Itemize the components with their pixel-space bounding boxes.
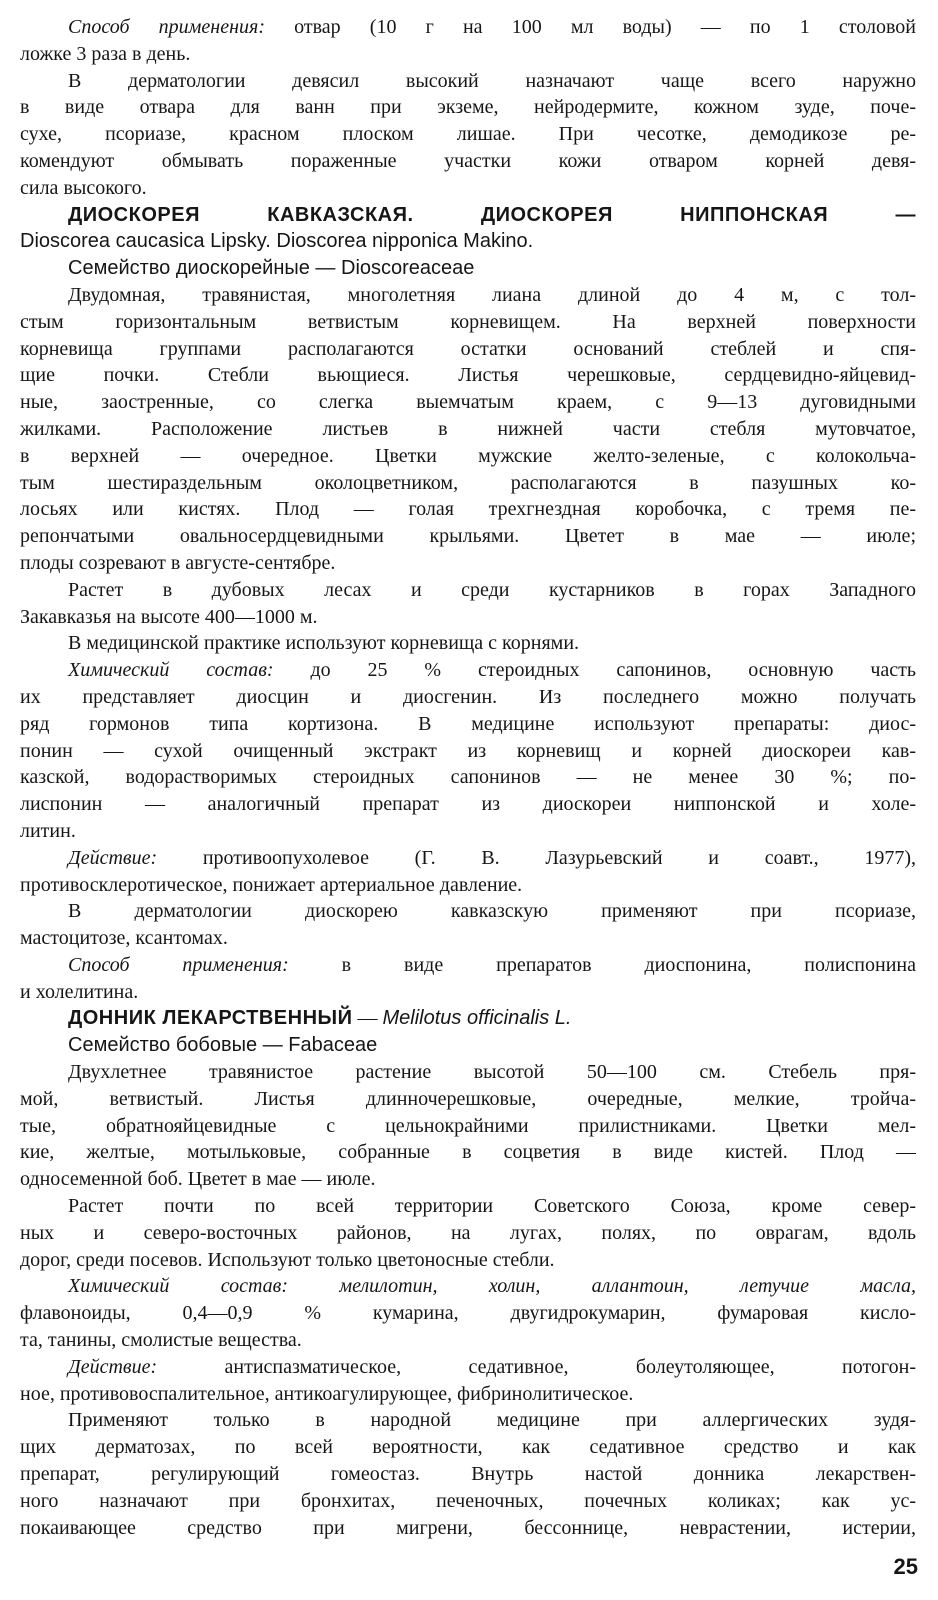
text-segment: жилками. Расположение листьев в нижней части стебля мутовчатое, (20, 417, 916, 440)
text-line (20, 1515, 916, 1542)
text-line (20, 764, 916, 791)
text-segment: препарат, регулирующий гомеостаз. Внутрь настой донника лекарствен- (20, 1463, 916, 1486)
text-line (20, 630, 916, 657)
text-segment: щие почки. Стебли вьющиеся. Листья черешковые, сердцевидно-яйцевид- (20, 364, 916, 387)
text-line (20, 121, 916, 148)
text-segment: Dioscorea caucasica Lipsky. Dioscorea nipponica Makino. (20, 230, 534, 253)
text-segment: противоопухолевое (Г. В. Лазурьевский и соавт., 1977), (157, 846, 916, 869)
text-line (20, 416, 916, 443)
text-line (20, 711, 916, 738)
text-line (20, 872, 916, 899)
text-segment: Растет почти по всей территории Советского Союза, кроме север- (68, 1195, 916, 1218)
text-segment: комендуют обмывать пораженные участки кожи отваром корней девя- (20, 149, 916, 172)
text-line (20, 845, 916, 872)
text-line (20, 523, 916, 550)
text-segment: в верхней — очередное. Цветки мужские желто-зеленые, с колокольча- (20, 444, 916, 467)
text-line (20, 202, 916, 229)
text-segment: плоды созревают в августе-сентябре. (20, 551, 336, 574)
text-segment: ряд гормонов типа кортизона. В медицине используют препараты: диос- (20, 712, 916, 735)
text-line (20, 94, 916, 121)
text-line (20, 1247, 916, 1274)
text-segment: ные, заостренные, со слегка выемчатым краем, с 9—13 дуговидными (20, 391, 916, 414)
text-segment: корневища группами располагаются остатки оснований стеблей и спя- (20, 337, 916, 360)
text-line (20, 148, 916, 175)
text-segment: ного назначают при бронхитах, печеночных, почечных коликах; как ус- (20, 1489, 916, 1512)
text-line (20, 1193, 916, 1220)
text-segment: ДОННИК ЛЕКАРСТВЕННЫЙ (68, 1007, 353, 1030)
text-line (20, 791, 916, 818)
text-segment: мастоцитозе, ксантомах. (20, 927, 228, 950)
text-line (20, 14, 916, 41)
text-line (20, 1354, 916, 1381)
text-line (20, 818, 916, 845)
text-line (20, 41, 916, 68)
text-line (20, 1434, 916, 1461)
text-segment: ложке 3 раза в день. (20, 42, 191, 65)
text-line (20, 1113, 916, 1140)
page-text (20, 14, 916, 1541)
text-segment: Dioscoreaceae (341, 257, 475, 280)
text-line (20, 175, 916, 202)
text-line (20, 282, 916, 309)
text-segment: односеменной боб. Цветет в мае — июле. (20, 1168, 376, 1191)
text-segment: щих дерматозах, по всей вероятности, как седативное средство и как (20, 1436, 916, 1459)
text-segment: Растет в дубовых лесах и среди кустарников в горах Западного (68, 578, 916, 601)
text-segment: Способ применения: (68, 953, 289, 976)
text-line (20, 362, 916, 389)
text-segment: Действие: (68, 846, 158, 869)
text-segment: мой, ветвистый. Листья длинночерешковые, очередные, мелкие, тройча- (20, 1087, 916, 1110)
text-segment: ДИОСКОРЕЯ КАВКАЗСКАЯ. ДИОСКОРЕЯ НИППОНСКАЯ — (68, 203, 916, 226)
text-line (20, 1300, 916, 1327)
text-line (20, 1220, 916, 1247)
text-segment: ных и северо-восточных районов, на лугах, полях, по оврагам, вдоль (20, 1221, 916, 1244)
text-segment: мелилотин, холин, аллантоин, летучие масла, (287, 1275, 916, 1298)
text-segment: в виде препаратов диоспонина, полиспонина (288, 953, 916, 976)
text-segment: В дерматологии девясил высокий назначают чаще всего наружно (68, 69, 916, 92)
text-segment: Fabaceae (288, 1034, 378, 1057)
text-line (20, 952, 916, 979)
text-segment: Химический состав: (68, 659, 274, 682)
text-segment: понин — сухой очищенный экстракт из корневищ и корней диоскореи кав- (20, 739, 916, 762)
text-segment: казской, водорастворимых стероидных сапонинов — не менее 30 %; по- (20, 766, 916, 789)
text-line (20, 979, 916, 1006)
text-line (20, 550, 916, 577)
text-segment: стым горизонтальным ветвистым корневищем. На верхней поверхности (20, 310, 916, 333)
text-line (20, 1166, 916, 1193)
text-segment: до 25 % стероидных сапонинов, основную часть (273, 659, 916, 682)
text-segment: Двухлетнее травянистое растение высотой 50—100 см. Стебель пря- (68, 1061, 916, 1084)
text-line (20, 68, 916, 95)
text-line (20, 228, 916, 255)
text-line (20, 443, 916, 470)
text-segment: В дерматологии диоскорею кавказскую применяют при псориазе, (68, 900, 916, 923)
text-segment: Melilotus officinalis L. (382, 1007, 572, 1030)
text-line (20, 925, 916, 952)
text-segment: литин. (20, 819, 76, 842)
text-line (20, 1032, 916, 1059)
text-segment: сухе, псориазе, красном плоском лишае. При чесотке, демодикозе ре- (20, 123, 916, 146)
text-line (20, 1407, 916, 1434)
text-line (20, 496, 916, 523)
text-segment: В медицинской практике используют корневища с корнями. (68, 632, 580, 655)
text-segment: антиспазматическое, седативное, болеутоляющее, потогон- (157, 1355, 916, 1378)
text-line (20, 255, 916, 282)
text-segment: лиспонин — аналогичный препарат из диоскореи ниппонской и холе- (20, 793, 916, 816)
text-segment: Двудомная, травянистая, многолетняя лиана длиной до 4 м, с тол- (68, 283, 916, 306)
text-segment: Способ применения: (68, 16, 265, 38)
text-segment: та, танины, смолистые вещества. (20, 1329, 302, 1352)
text-segment: Химический состав: (68, 1275, 288, 1298)
text-segment: покаивающее средство при мигрени, бессоннице, неврастении, истерии, (20, 1516, 916, 1539)
text-segment: ное, противовоспалительное, антикоагулирующее, фибринолитическое. (20, 1382, 634, 1405)
text-segment: в виде отвара для ванн при экземе, нейродермите, кожном зуде, поче- (20, 96, 916, 119)
text-segment: отвар (10 г на 100 мл воды) — по 1 столовой (264, 16, 916, 38)
text-segment: и холелитина. (20, 980, 139, 1003)
text-line (20, 1461, 916, 1488)
text-line (20, 1086, 916, 1113)
page-number: 25 (893, 1554, 918, 1579)
text-line (20, 470, 916, 497)
text-line (20, 336, 916, 363)
text-segment: противосклеротическое, понижает артериальное давление. (20, 873, 523, 896)
text-line (20, 738, 916, 765)
text-line (20, 309, 916, 336)
text-segment: Семейство бобовые — (68, 1034, 289, 1057)
text-segment: флавоноиды, 0,4—0,9 % кумарина, двугидрокумарин, фумаровая кисло- (20, 1302, 916, 1325)
text-segment: сила высокого. (20, 176, 147, 199)
text-segment: Действие: (68, 1355, 158, 1378)
text-line (20, 577, 916, 604)
text-line (20, 389, 916, 416)
text-line (20, 1005, 916, 1032)
text-segment: — (352, 1007, 383, 1030)
text-line (20, 604, 916, 631)
text-line (20, 1381, 916, 1408)
text-segment: Закавказья на высоте 400—1000 м. (20, 605, 318, 628)
text-segment: тые, обратнояйцевидные с цельнокрайними прилистниками. Цветки мел- (20, 1114, 916, 1137)
book-page (20, 14, 916, 1594)
text-line (20, 1273, 916, 1300)
text-line (20, 1059, 916, 1086)
text-segment: репончатыми овальносердцевидными крыльями. Цветет в мае — июле; (20, 525, 916, 548)
text-line (20, 1327, 916, 1354)
text-segment: тым шестираздельным околоцветником, располагаются в пазушных ко- (20, 471, 916, 494)
text-segment: их представляет диосцин и диосгенин. Из последнего можно получать (20, 685, 916, 708)
text-segment: лосьях или кистях. Плод — голая трехгнездная коробочка, с тремя пе- (20, 498, 916, 521)
text-line (20, 1488, 916, 1515)
text-line (20, 1139, 916, 1166)
text-segment: Применяют только в народной медицине при аллергических зудя- (68, 1409, 916, 1432)
text-line (20, 684, 916, 711)
text-segment: кие, желтые, мотыльковые, собранные в соцветия в виде кистей. Плод — (20, 1141, 916, 1164)
text-line (20, 657, 916, 684)
text-segment: дорог, среди посевов. Используют только цветоносные стебли. (20, 1248, 555, 1271)
text-line (20, 898, 916, 925)
text-segment: Семейство диоскорейные — (68, 257, 341, 280)
